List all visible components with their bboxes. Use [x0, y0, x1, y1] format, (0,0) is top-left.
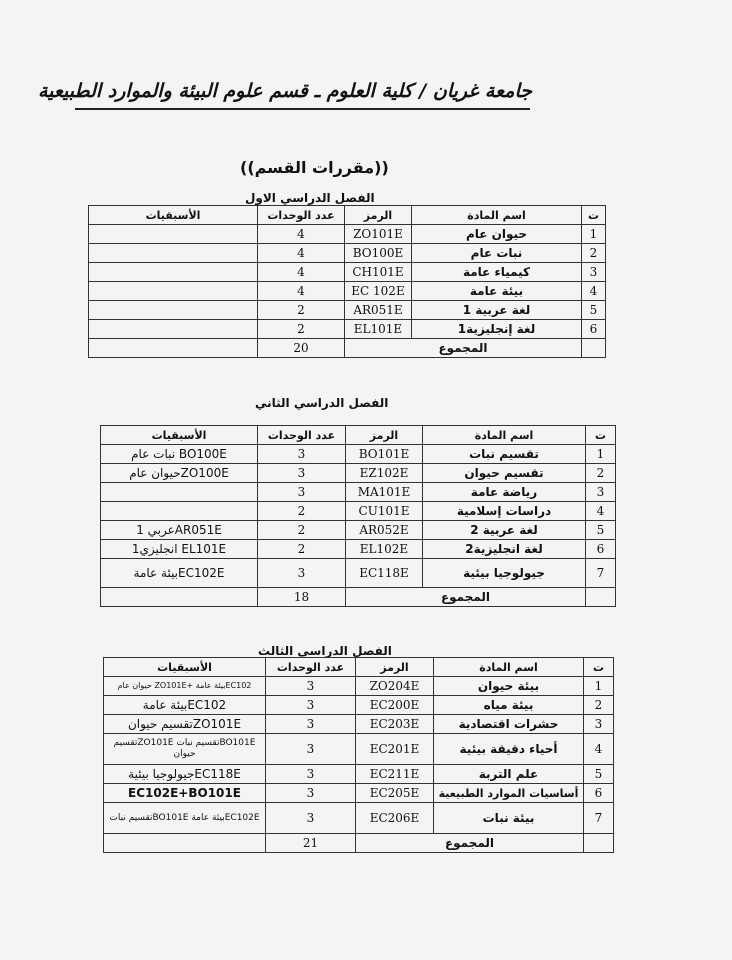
header-code: الرمز: [345, 206, 412, 225]
cell-prereq: EC102Eبيئة عامة: [101, 559, 258, 588]
cell-prereq: [89, 244, 258, 263]
total-label: المجموع: [346, 588, 586, 607]
total-units: 18: [258, 588, 346, 607]
cell-units: 3: [258, 445, 346, 464]
cell-prereq: EC102بيئة عامة +ZO101E حيوان عام: [104, 677, 266, 696]
header-units: عدد الوحدات: [258, 426, 346, 445]
cell-no: 1: [584, 677, 614, 696]
cell-prereq: EC102Eبيئة عامة BO101Eتقسيم نبات: [104, 803, 266, 834]
table-row: [89, 244, 606, 263]
cell-code: EC211E: [356, 765, 434, 784]
total-units: 21: [266, 834, 356, 853]
total-label: المجموع: [356, 834, 584, 853]
cell-code: EC205E: [356, 784, 434, 803]
cell-no: 1: [582, 225, 606, 244]
header-units: عدد الوحدات: [258, 206, 345, 225]
table-row: [89, 263, 606, 282]
cell-units: 4: [258, 282, 345, 301]
cell-prereq: BO101Eتقسيم نبات ZO101Eتقسيم حيوان: [104, 734, 266, 765]
cell-name: بيئة عامة: [412, 282, 582, 301]
table-header-row: [104, 658, 614, 677]
cell-name: دراسات إسلامية: [423, 502, 586, 521]
cell-no: 6: [584, 784, 614, 803]
cell-name: بيئة نبات: [434, 803, 584, 834]
cell-name: أحياء دقيقة بيئية: [434, 734, 584, 765]
table-row: [101, 464, 616, 483]
total-prereq-empty: [101, 588, 258, 607]
table-row: [104, 696, 614, 715]
cell-name: لغة عربية 2: [423, 521, 586, 540]
total-row: [89, 339, 606, 358]
cell-no: 6: [582, 320, 606, 339]
table-row: [101, 540, 616, 559]
cell-no: 4: [584, 734, 614, 765]
cell-code: ZO101E: [345, 225, 412, 244]
cell-prereq: BO100E نبات عام: [101, 445, 258, 464]
cell-units: 2: [258, 301, 345, 320]
cell-no: 4: [586, 502, 616, 521]
total-row: [101, 588, 616, 607]
header-no: ت: [586, 426, 616, 445]
cell-name: تقسيم حيوان: [423, 464, 586, 483]
cell-units: 3: [266, 803, 356, 834]
cell-prereq: [89, 225, 258, 244]
semester-1-table: [88, 205, 606, 358]
header-name: اسم المادة: [434, 658, 584, 677]
cell-prereq: [89, 301, 258, 320]
total-empty: [582, 339, 606, 358]
total-prereq-empty: [89, 339, 258, 358]
cell-name: أساسيات الموارد الطبيعية: [434, 784, 584, 803]
table-row: [101, 502, 616, 521]
cell-prereq: EL101E انجليزي1: [101, 540, 258, 559]
cell-prereq: [101, 502, 258, 521]
header-name: اسم المادة: [423, 426, 586, 445]
header-code: الرمز: [346, 426, 423, 445]
header-no: ت: [582, 206, 606, 225]
semester-3-table: [103, 657, 614, 853]
cell-no: 2: [586, 464, 616, 483]
cell-code: AR051E: [345, 301, 412, 320]
table-row: [101, 521, 616, 540]
cell-units: 3: [258, 464, 346, 483]
header-underline: [75, 108, 530, 110]
table-row: [89, 320, 606, 339]
cell-name: علم التربة: [434, 765, 584, 784]
cell-code: EC201E: [356, 734, 434, 765]
cell-name: لغة إنجليزية1: [412, 320, 582, 339]
cell-prereq: AR051Eعربي 1: [101, 521, 258, 540]
cell-units: 3: [266, 677, 356, 696]
cell-name: جيولوجيا بيئية: [423, 559, 586, 588]
header-units: عدد الوحدات: [266, 658, 356, 677]
cell-code: EC 102E: [345, 282, 412, 301]
header-code: الرمز: [356, 658, 434, 677]
cell-code: AR052E: [346, 521, 423, 540]
cell-units: 2: [258, 320, 345, 339]
table-header-row: [89, 206, 606, 225]
header-prereq: الأسبقيات: [104, 658, 266, 677]
cell-code: EC200E: [356, 696, 434, 715]
table-row: [89, 301, 606, 320]
table-row: [101, 445, 616, 464]
cell-no: 2: [582, 244, 606, 263]
table-header-row: [101, 426, 616, 445]
table-row: [104, 734, 614, 765]
cell-code: EC203E: [356, 715, 434, 734]
cell-code: ZO204E: [356, 677, 434, 696]
cell-code: EC118E: [346, 559, 423, 588]
table-row: [89, 282, 606, 301]
cell-units: 4: [258, 244, 345, 263]
cell-code: BO101E: [346, 445, 423, 464]
cell-units: 4: [258, 225, 345, 244]
table-row: [104, 677, 614, 696]
cell-units: 4: [258, 263, 345, 282]
total-units: 20: [258, 339, 345, 358]
cell-prereq: [89, 282, 258, 301]
header-name: اسم المادة: [412, 206, 582, 225]
cell-name: رياضة عامة: [423, 483, 586, 502]
cell-units: 3: [258, 483, 346, 502]
cell-no: 5: [584, 765, 614, 784]
cell-no: 3: [582, 263, 606, 282]
cell-no: 5: [586, 521, 616, 540]
cell-no: 2: [584, 696, 614, 715]
cell-code: CU101E: [346, 502, 423, 521]
cell-name: لغة انجليزية2: [423, 540, 586, 559]
cell-name: تقسيم نبات: [423, 445, 586, 464]
department-courses-title: ((مقررات القسم)): [240, 158, 389, 177]
cell-name: حشرات اقتصادية: [434, 715, 584, 734]
cell-name: كيمياء عامة: [412, 263, 582, 282]
cell-name: لغة عربية 1: [412, 301, 582, 320]
cell-no: 5: [582, 301, 606, 320]
cell-name: بيئة حيوان: [434, 677, 584, 696]
cell-prereq: [89, 320, 258, 339]
header-prereq: الأسبقيات: [89, 206, 258, 225]
cell-prereq: ZO101Eتقسيم حيوان: [104, 715, 266, 734]
semester-3-title: الفصل الدراسي الثالث: [258, 644, 392, 658]
cell-units: 3: [266, 734, 356, 765]
cell-no: 6: [586, 540, 616, 559]
table-row: [104, 784, 614, 803]
page-header-title: جامعة غريان / كلية العلوم ـ قسم علوم البيئة والموارد الطبيعية: [37, 80, 532, 102]
cell-units: 3: [266, 715, 356, 734]
table-row: [104, 715, 614, 734]
cell-name: بيئة مياه: [434, 696, 584, 715]
cell-units: 3: [266, 765, 356, 784]
cell-units: 2: [258, 502, 346, 521]
cell-no: 3: [586, 483, 616, 502]
cell-code: EZ102E: [346, 464, 423, 483]
cell-units: 2: [258, 540, 346, 559]
cell-code: EL101E: [345, 320, 412, 339]
cell-code: CH101E: [345, 263, 412, 282]
cell-code: EC206E: [356, 803, 434, 834]
cell-units: 3: [258, 559, 346, 588]
cell-code: MA101E: [346, 483, 423, 502]
total-empty: [584, 834, 614, 853]
total-prereq-empty: [104, 834, 266, 853]
cell-prereq: EC118Eجيولوجيا بيئية: [104, 765, 266, 784]
cell-name: حيوان عام: [412, 225, 582, 244]
table-row: [101, 483, 616, 502]
semester-2-title: الفصل الدراسي الثاني: [255, 396, 389, 410]
cell-units: 3: [266, 784, 356, 803]
cell-no: 3: [584, 715, 614, 734]
semester-2-table: [100, 425, 616, 607]
cell-prereq: EC102E+BO101E: [104, 784, 266, 803]
cell-no: 7: [584, 803, 614, 834]
cell-units: 3: [266, 696, 356, 715]
total-row: [104, 834, 614, 853]
table-row: [104, 765, 614, 784]
cell-prereq: [89, 263, 258, 282]
cell-units: 2: [258, 521, 346, 540]
cell-code: BO100E: [345, 244, 412, 263]
table-row: [89, 225, 606, 244]
cell-code: EL102E: [346, 540, 423, 559]
table-row: [104, 803, 614, 834]
total-empty: [586, 588, 616, 607]
header-prereq: الأسبقيات: [101, 426, 258, 445]
cell-prereq: EC102بيئة عامة: [104, 696, 266, 715]
cell-no: 4: [582, 282, 606, 301]
cell-prereq: [101, 483, 258, 502]
semester-1-title: الفصل الدراسي الاول: [245, 191, 375, 205]
header-no: ت: [584, 658, 614, 677]
table-row: [101, 559, 616, 588]
cell-name: نبات عام: [412, 244, 582, 263]
cell-no: 1: [586, 445, 616, 464]
cell-no: 7: [586, 559, 616, 588]
total-label: المجموع: [345, 339, 582, 358]
cell-prereq: ZO100Eحيوان عام: [101, 464, 258, 483]
